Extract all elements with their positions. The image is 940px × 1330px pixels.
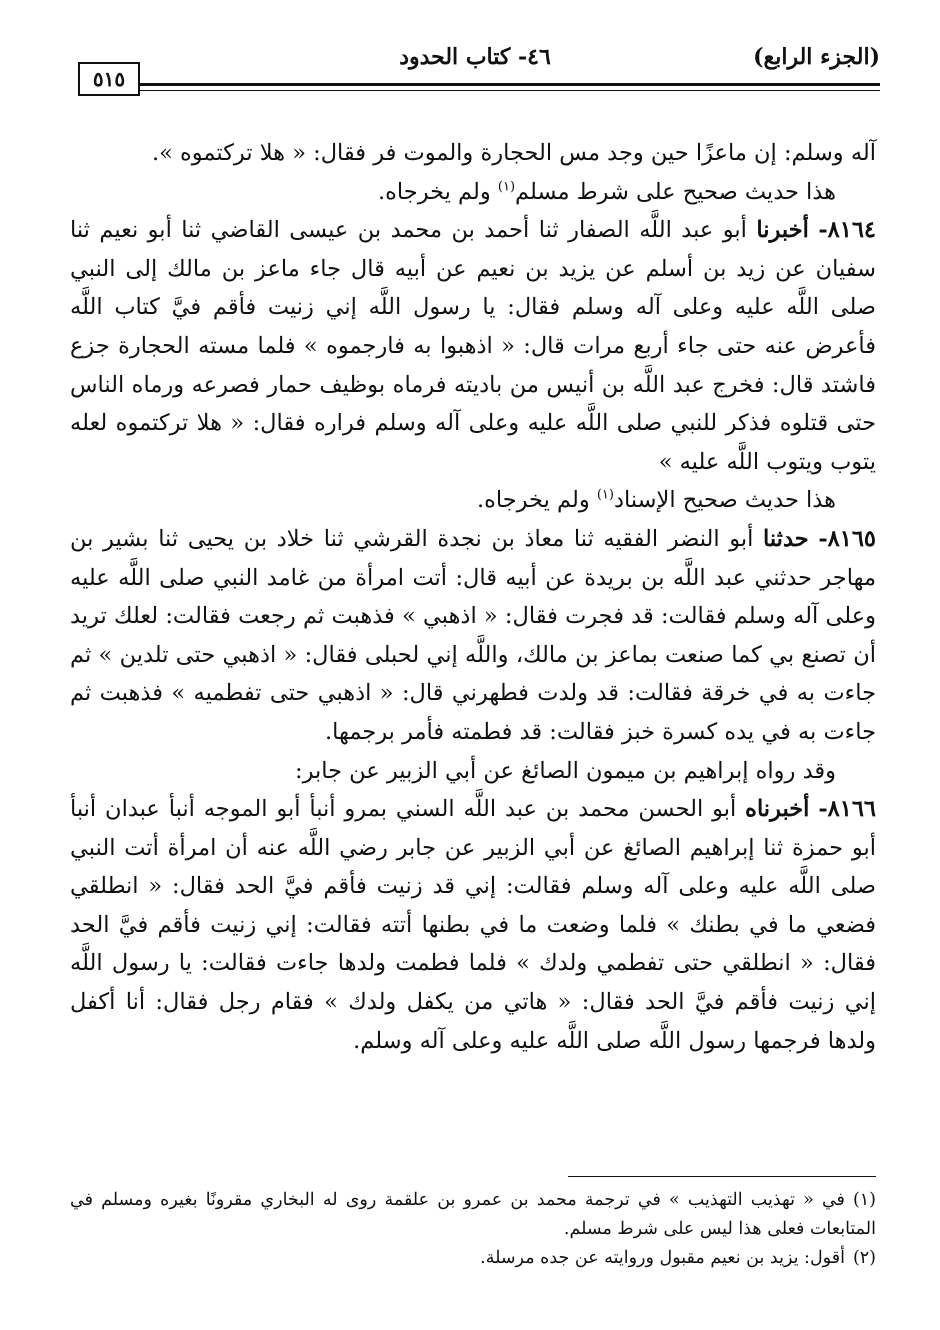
- grading-text-end: ولم يخرجاه.: [377, 178, 498, 205]
- transmission-keyword: أخبرناه: [745, 796, 810, 823]
- footnote-divider: [568, 1176, 876, 1177]
- page-number: ٥١٥: [78, 62, 140, 96]
- footnote-1: [70, 1186, 876, 1244]
- hadith-text: أبو الحسن محمد بن عبد اللَّه السني بمرو أنبأ أبو الموجه أنبأ عبدان أنبأ أبو حمزة ثنا إبراهيم الصائغ عن أبي الزبير عن جابر رضي اللَّه عنه أن امرأة أتت النبي صلى اللَّه عليه وعلى آله وسلم فقالت: إني قد زنيت فأقم فيَّ الحد فقال: « انطلقي فضعي ما في بطنك » فلما وضعت ما في بطنها أتته فقالت: إني زنيت فأقم فيَّ الحد فقال: « انطلقي حتى تفطمي ولدك » فلما فطمت ولدها جاءت فقالت: يا رسول اللَّه إني زنيت فأقم فيَّ الحد فقال: « هاتي من يكفل ولدك » فقام رجل فقال: أنا أكفل ولدها فرجمها رسول اللَّه صلى اللَّه عليه وعلى آله وسلم.: [70, 796, 876, 1054]
- hadith-number: ٨١٦٥-: [818, 525, 876, 552]
- hadith-text: أبو عبد اللَّه الصفار ثنا أحمد بن محمد بن عيسى القاضي ثنا أبو نعيم ثنا سفيان عن زيد بن أسلم عن يزيد بن نعيم عن أبيه قال جاء ماعز بن مالك إلى النبي صلى اللَّه عليه وعلى آله وسلم فقال: يا رسول اللَّه إني زنيت فأقم فيَّ كتاب اللَّه فأعرض عنه حتى جاء أربع مرات قال: « اذهبوا به فارجموه » فلما مسته الحجارة جزع فاشتد قال: فخرج عبد اللَّه بن أنيس من باديته فرماه بوظيف حمار فصرعه ورماه الناس حتى قتلوه فذكر للنبي صلى اللَّه عليه وعلى آله وسلم فراره فقال: « هلا تركتموه لعله يتوب ويتوب اللَّه عليه »: [70, 217, 877, 475]
- narration-note: وقد رواه إبراهيم بن ميمون الصائغ عن أبي الزبير عن جابر:: [294, 757, 836, 784]
- transmission-keyword: حدثنا: [763, 525, 809, 552]
- hadith-8166: [70, 790, 876, 1060]
- main-text: [70, 134, 876, 1060]
- hadith-number: ٨١٦٤-: [818, 217, 876, 244]
- paragraph-continuation: آله وسلم: إن ماعزًا حين وجد مس الحجارة والموت فر فقال: « هلا تركتموه ».: [151, 140, 876, 166]
- header-rule-thick: [140, 83, 880, 86]
- hadith-text: أبو النضر الفقيه ثنا معاذ بن نجدة القرشي ثنا خلاد بن يحيى ثنا بشير بن مهاجر حدثني عبد اللَّه بن بريدة عن أبيه قال: أتت امرأة من غامد النبي صلى اللَّه عليه وعلى آله وسلم فقالت: قد فجرت فقال: « اذهبي » فذهبت ثم رجعت فقالت: لعلك تريد أن تصنع بي كما صنعت بماعز بن مالك، واللَّه إني لحبلى فقال: « اذهبي حتى تلدين » ثم جاءت به في خرقة فقالت: قد ولدت فطهرني قال: « اذهبي حتى تفطميه » فذهبت ثم جاءت به في يده كسرة خبز فقالت: قد فطمته فأمر برجمها.: [70, 525, 876, 745]
- header-rule-thin: [140, 90, 880, 91]
- hadith-number: ٨١٦٦-: [818, 796, 877, 823]
- footnote-ref: (١): [497, 179, 516, 195]
- transmission-keyword: أخبرنا: [756, 217, 809, 244]
- page-header: [70, 40, 880, 96]
- hadith-8164: [70, 211, 876, 481]
- grading-text: هذا حديث صحيح الإسناد: [613, 487, 836, 514]
- footnote-text: أقول: يزيد بن نعيم مقبول وروايته عن جده مرسلة.: [480, 1248, 845, 1268]
- footnote-ref: (١): [596, 487, 614, 503]
- grading-text-end: ولم يخرجاه.: [476, 487, 597, 514]
- hadith-8165: [70, 520, 876, 752]
- grading-paragraph: [70, 173, 876, 212]
- footnote-mark: (١): [852, 1190, 876, 1210]
- footnote-mark: (٢): [852, 1248, 876, 1268]
- footnote-text: في « تهذيب التهذيب » في ترجمة محمد بن عمرو بن علقمة روى له البخاري مقرونًا بغيره ومسلم في المتابعات فعلى هذا ليس على شرط مسلم.: [70, 1190, 876, 1239]
- grading-text: هذا حديث صحيح على شرط مسلم: [515, 178, 836, 205]
- footnotes: [70, 1186, 876, 1273]
- chapter-title: ٤٦- كتاب الحدود: [399, 44, 551, 70]
- footnote-2: [70, 1244, 876, 1273]
- grading-paragraph: [70, 481, 876, 520]
- volume-title: (الجزء الرابع): [753, 44, 880, 70]
